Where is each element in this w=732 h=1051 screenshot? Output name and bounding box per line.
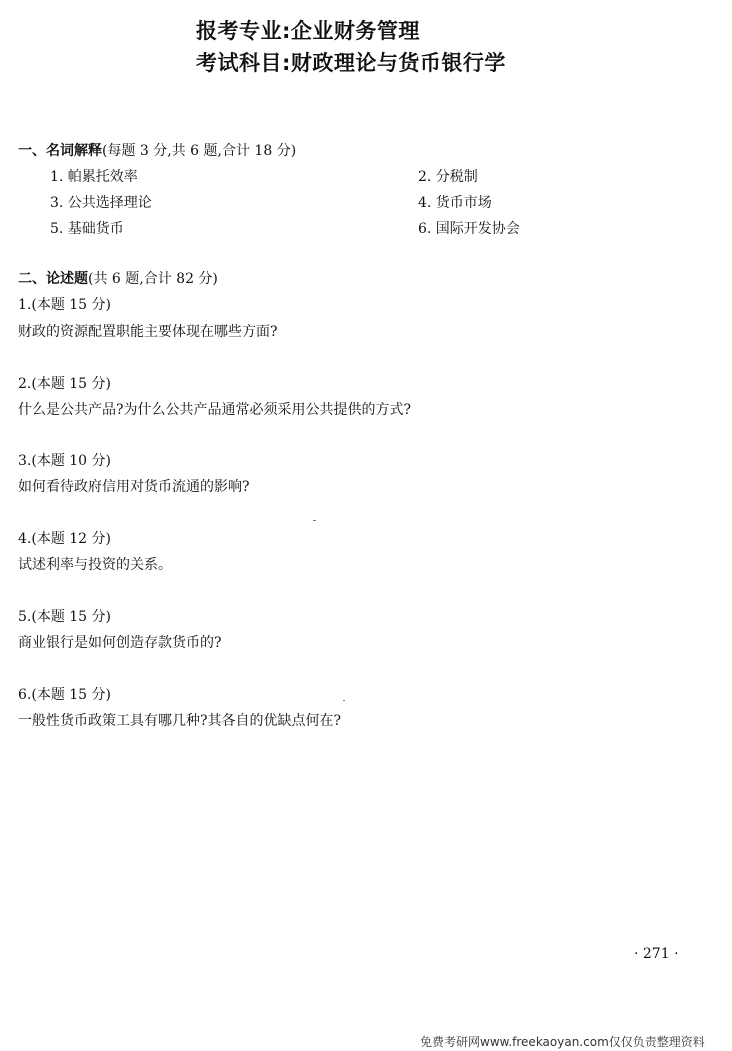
- question-text: 财政的资源配置职能主要体现在哪些方面?: [18, 324, 278, 340]
- question-label: 5.(本题 15 分): [18, 609, 111, 625]
- scan-speck: [343, 700, 345, 701]
- term-item: 3. 公共选择理论: [50, 195, 152, 211]
- section2-heading: [18, 268, 218, 288]
- term-item: 2. 分税制: [418, 169, 478, 185]
- question-label: 1.(本题 15 分): [18, 297, 111, 313]
- section1-heading: [18, 140, 296, 160]
- section1-title: 一、名词解释: [18, 143, 102, 159]
- question-text: 如何看待政府信用对货币流通的影响?: [18, 479, 250, 495]
- exam-subject-title: 考试科目:财政理论与货币银行学: [196, 51, 506, 75]
- term-item: 6. 国际开发协会: [418, 221, 520, 237]
- question-label: 6.(本题 15 分): [18, 687, 111, 703]
- question-text: 试述利率与投资的关系。: [18, 557, 172, 573]
- term-item: 4. 货币市场: [418, 195, 492, 211]
- question-label: 2.(本题 15 分): [18, 376, 111, 392]
- question-label: 3.(本题 10 分): [18, 453, 111, 469]
- question-text: 什么是公共产品?为什么公共产品通常必须采用公共提供的方式?: [18, 402, 412, 418]
- scan-speck: [313, 520, 316, 521]
- term-item: 5. 基础货币: [50, 221, 124, 237]
- page-number: · 271 ·: [634, 946, 679, 962]
- exam-major-title: 报考专业:企业财务管理: [196, 19, 420, 43]
- question-text: 一般性货币政策工具有哪几种?其各自的优缺点何在?: [18, 713, 342, 729]
- section1-note: (每题 3 分,共 6 题,合计 18 分): [102, 143, 297, 159]
- footer-watermark: 免费考研网www.freekaoyan.com仅仅负责整理资料: [420, 1035, 705, 1049]
- question-label: 4.(本题 12 分): [18, 531, 111, 547]
- question-text: 商业银行是如何创造存款货币的?: [18, 635, 222, 651]
- section2-note: (共 6 题,合计 82 分): [88, 271, 218, 287]
- term-item: 1. 帕累托效率: [50, 169, 138, 185]
- section2-title: 二、论述题: [18, 271, 88, 287]
